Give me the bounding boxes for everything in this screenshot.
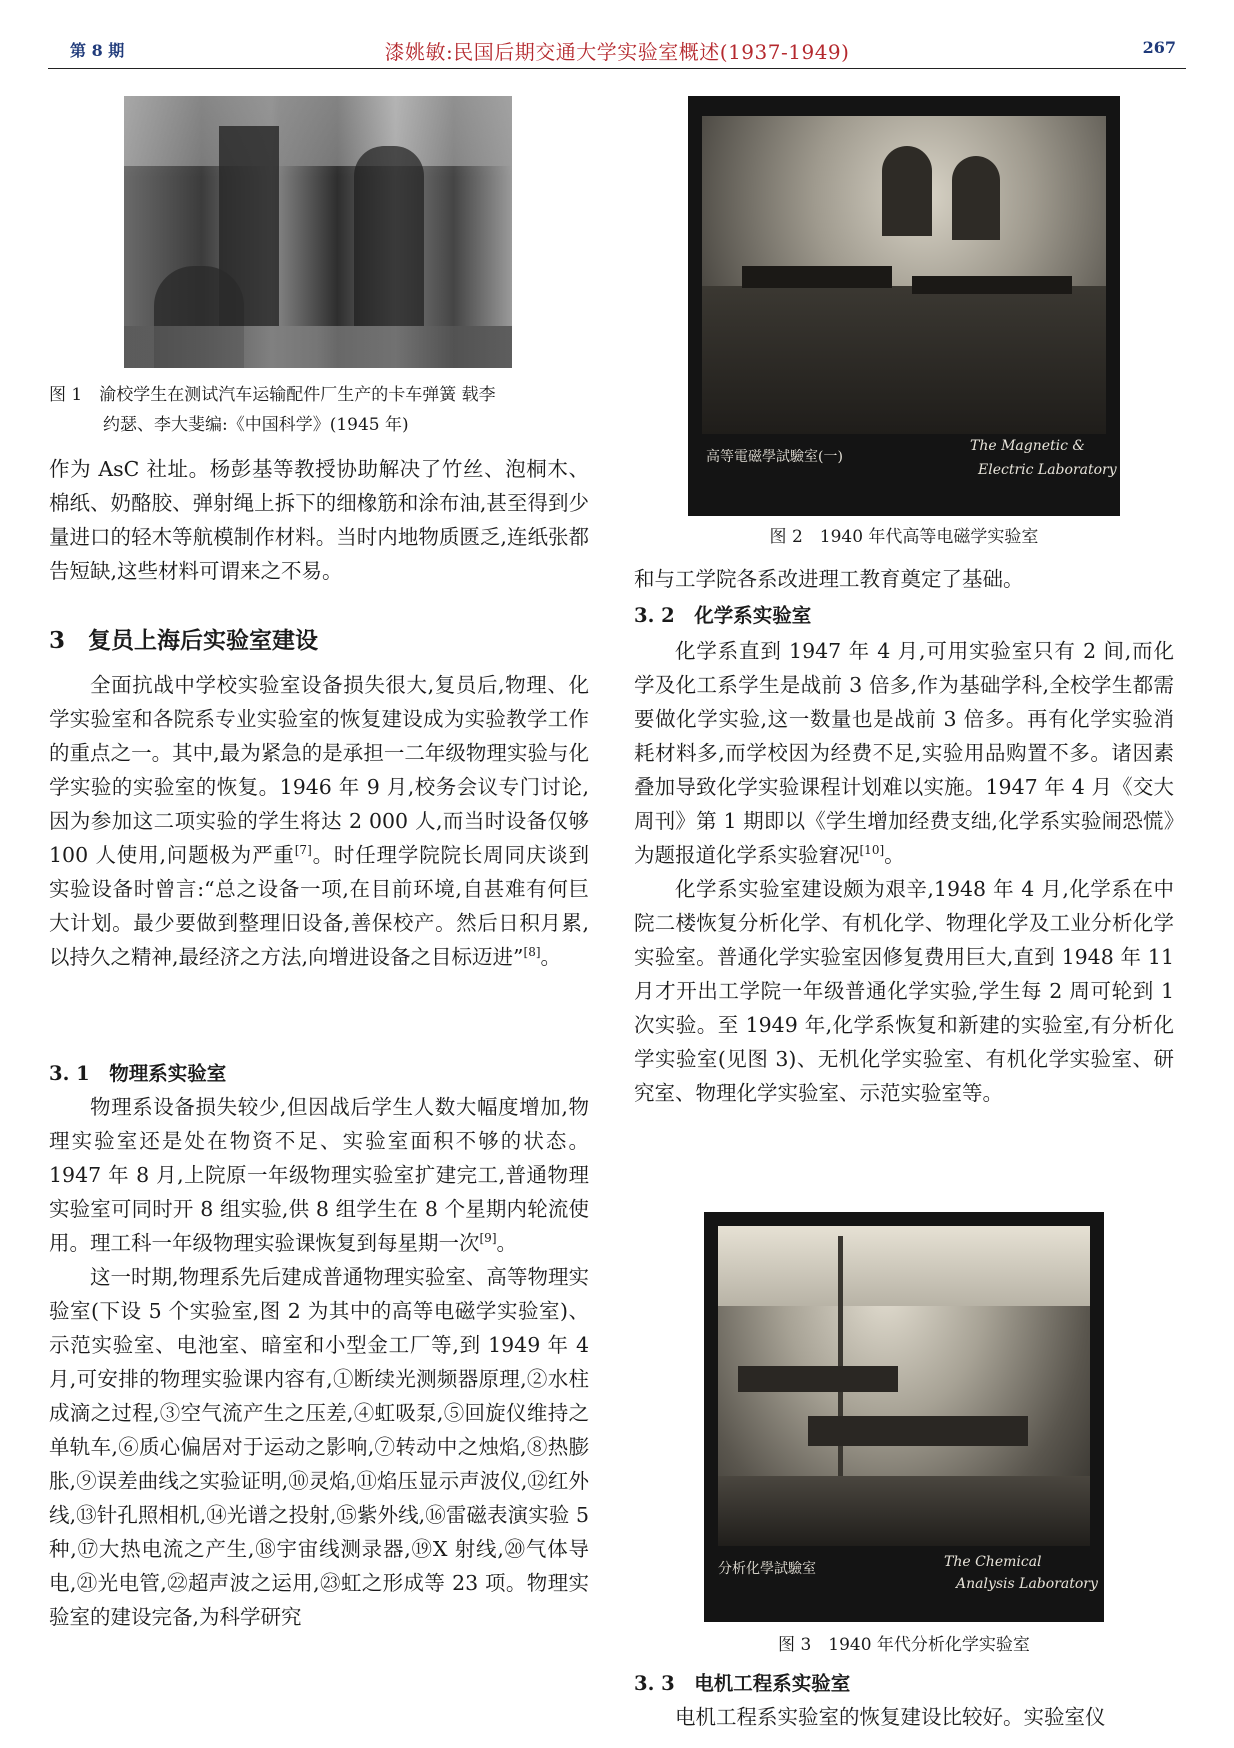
citation-9: [9] xyxy=(479,1231,497,1246)
paragraph-3-3-a: 电机工程系实验室的恢复建设比较好。实验室仪 xyxy=(675,1705,1106,1729)
punctuation: 。 xyxy=(884,843,905,867)
figure-3-caption: 图 3 1940 年代分析化学实验室 xyxy=(778,1635,1030,1655)
paragraph-3-1-a-body: 物理系设备损失较少,但因战后学生人数大幅度增加,物理实验室还是处在物资不足、实验室面积不够的状态。1947 年 8 月,上院原一年级物理实验室扩建完工,普通物理实验室可同时开 8 组实验,供 8 组学生在 8 个星期内轮流使用。理工科一年级物理实验课恢复到每星期一次 xyxy=(49,1095,589,1255)
paragraph-intro: 作为 AsC 社址。杨彭基等教授协助解决了竹丝、泡桐木、棉纸、奶酪胶、弹射绳上拆下的细橡筋和涂布油,甚至得到少量进口的轻木等航模制作材料。当时内地物质匮乏,连纸张都告短缺,这些材料可谓来之不易。 xyxy=(49,457,589,583)
paragraph-section-3 xyxy=(49,668,589,974)
figure-3-photo xyxy=(704,1212,1104,1622)
punctuation: 。 xyxy=(496,1231,517,1255)
left-column-section-3 xyxy=(49,668,589,974)
subsection-3-3-heading: 3. 3 电机工程系实验室 xyxy=(634,1672,851,1695)
figure-1-caption xyxy=(49,380,589,440)
paragraph-section-3-tail: 。时任理学院院长周同庆谈到实验设备时曾言:“总之设备一项,在目前环境,自甚难有何巨大计划。最少要做到整理旧设备,善保校产。然后日积月累,以持久之精神,最经济之方法,向增进设备之目标迈进” xyxy=(49,843,589,969)
citation-7: [7] xyxy=(294,843,312,858)
figure-1-caption-line-2: 约瑟、李大斐编:《中国科学》(1945 年) xyxy=(103,415,409,435)
figure-1-caption-line-1: 图 1 渝校学生在测试汽车运输配件厂生产的卡车弹簧 载李 xyxy=(49,385,496,405)
left-column-intro xyxy=(49,452,589,588)
figure-2-label-en-2: Electric Laboratory xyxy=(978,462,1117,478)
figure-2-label-cn: 高等電磁學試驗室(一) xyxy=(706,449,843,465)
right-column-subsection-3-2 xyxy=(634,634,1174,1110)
figure-2-photo xyxy=(688,96,1120,516)
punctuation: 。 xyxy=(540,945,562,969)
paragraph-section-3-body: 全面抗战中学校实验室设备损失很大,复员后,物理、化学实验室和各院系专业实验室的恢复建设成为实验教学工作的重点之一。其中,最为紧急的是承担一二年级物理实验与化学实验的实验室的恢复。1946 年 9 月,校务会议专门讨论,因为参加这二项实验的学生将达 2 000 人,而当时设备仅够 100 人使用,问题极为严重 xyxy=(49,673,589,867)
right-column-continuation xyxy=(634,562,1174,596)
paragraph-3-2-a xyxy=(634,634,1174,872)
paragraph-3-2-a-body: 化学系直到 1947 年 4 月,可用实验室只有 2 间,而化学及化工系学生是战前 3 倍多,作为基础学科,全校学生都需要做化学实验,这一数量也是战前 3 倍多。再有化学实验消耗材料多,而学校因为经费不足,实验用品购置不多。诸因素叠加导致化学实验课程计划难以实施。1947 年 4 月《交大周刊》第 1 期即以《学生增加经费支绌,化学系实验闹恐慌》为题报道化学系实验窘况 xyxy=(634,639,1174,867)
figure-2-label-en-1: The Magnetic & xyxy=(970,438,1085,454)
issue-number: 第 8 期 xyxy=(70,41,125,60)
paragraph-3-1-b: 这一时期,物理系先后建成普通物理实验室、高等物理实验室(下设 5 个实验室,图 2 为其中的高等电磁学实验室)、示范实验室、电池室、暗室和小型金工厂等,到 1949 年 4 月,可安排的物理实验课内容有,①断续光测频器原理,②水柱成滴之过程,③空气流产生之压差,④虹吸泵,⑤回旋仪维持之单轨车,⑥质心偏居对于运动之影响,⑦转动中之烛焰,⑧热膨胀,⑨误差曲线之实验证明,⑩灵焰,⑪焰压显示声波仪,⑫红外线,⑬针孔照相机,⑭光谱之投射,⑮紫外线,⑯雷磁表演实验 5 种,⑰大热电流之产生,⑱宇宙线测录器,⑲X 射线,⑳气体导电,㉑光电管,㉒超声波之运用,㉓虹之形成等 23 项。物理实验室的建设完备,为科学研究 xyxy=(49,1265,589,1629)
header-rule xyxy=(48,68,1186,69)
figure-2-caption: 图 2 1940 年代高等电磁学实验室 xyxy=(769,527,1039,547)
figure-3-label-en-1: The Chemical xyxy=(944,1554,1042,1570)
running-title: 漆姚敏:民国后期交通大学实验室概述(1937-1949) xyxy=(384,40,850,64)
page-number: 267 xyxy=(1142,38,1176,57)
subsection-3-1-heading: 3. 1 物理系实验室 xyxy=(49,1062,227,1085)
subsection-3-2-heading: 3. 2 化学系实验室 xyxy=(634,604,812,627)
citation-8: [8] xyxy=(523,945,541,960)
right-column-subsection-3-3 xyxy=(634,1700,1174,1734)
paragraph-3-1-a xyxy=(49,1090,589,1260)
left-column-subsection-3-1 xyxy=(49,1090,589,1634)
running-header xyxy=(48,22,1186,62)
section-3-heading: 3 复员上海后实验室建设 xyxy=(49,627,319,654)
figure-3-label-en-2: Analysis Laboratory xyxy=(956,1576,1098,1592)
paragraph-3-2-b: 化学系实验室建设颇为艰辛,1948 年 4 月,化学系在中院二楼恢复分析化学、有机化学、物理化学及工业分析化学实验室。普通化学实验室因修复费用巨大,直到 1948 年 11 月才开出工学院一年级普通化学实验,学生每 2 周可轮到 1 次实验。至 1949 年,化学系恢复和新建的实验室,有分析化学实验室(见图 3)、无机化学实验室、有机化学实验室、研究室、物理化学实验室、示范实验室等。 xyxy=(634,877,1174,1105)
figure-1-photo xyxy=(124,96,512,368)
citation-10: [10] xyxy=(859,843,885,858)
figure-3-label-cn: 分析化學試驗室 xyxy=(718,1561,816,1577)
paragraph-continuation: 和与工学院各系改进理工教育奠定了基础。 xyxy=(634,567,1024,591)
